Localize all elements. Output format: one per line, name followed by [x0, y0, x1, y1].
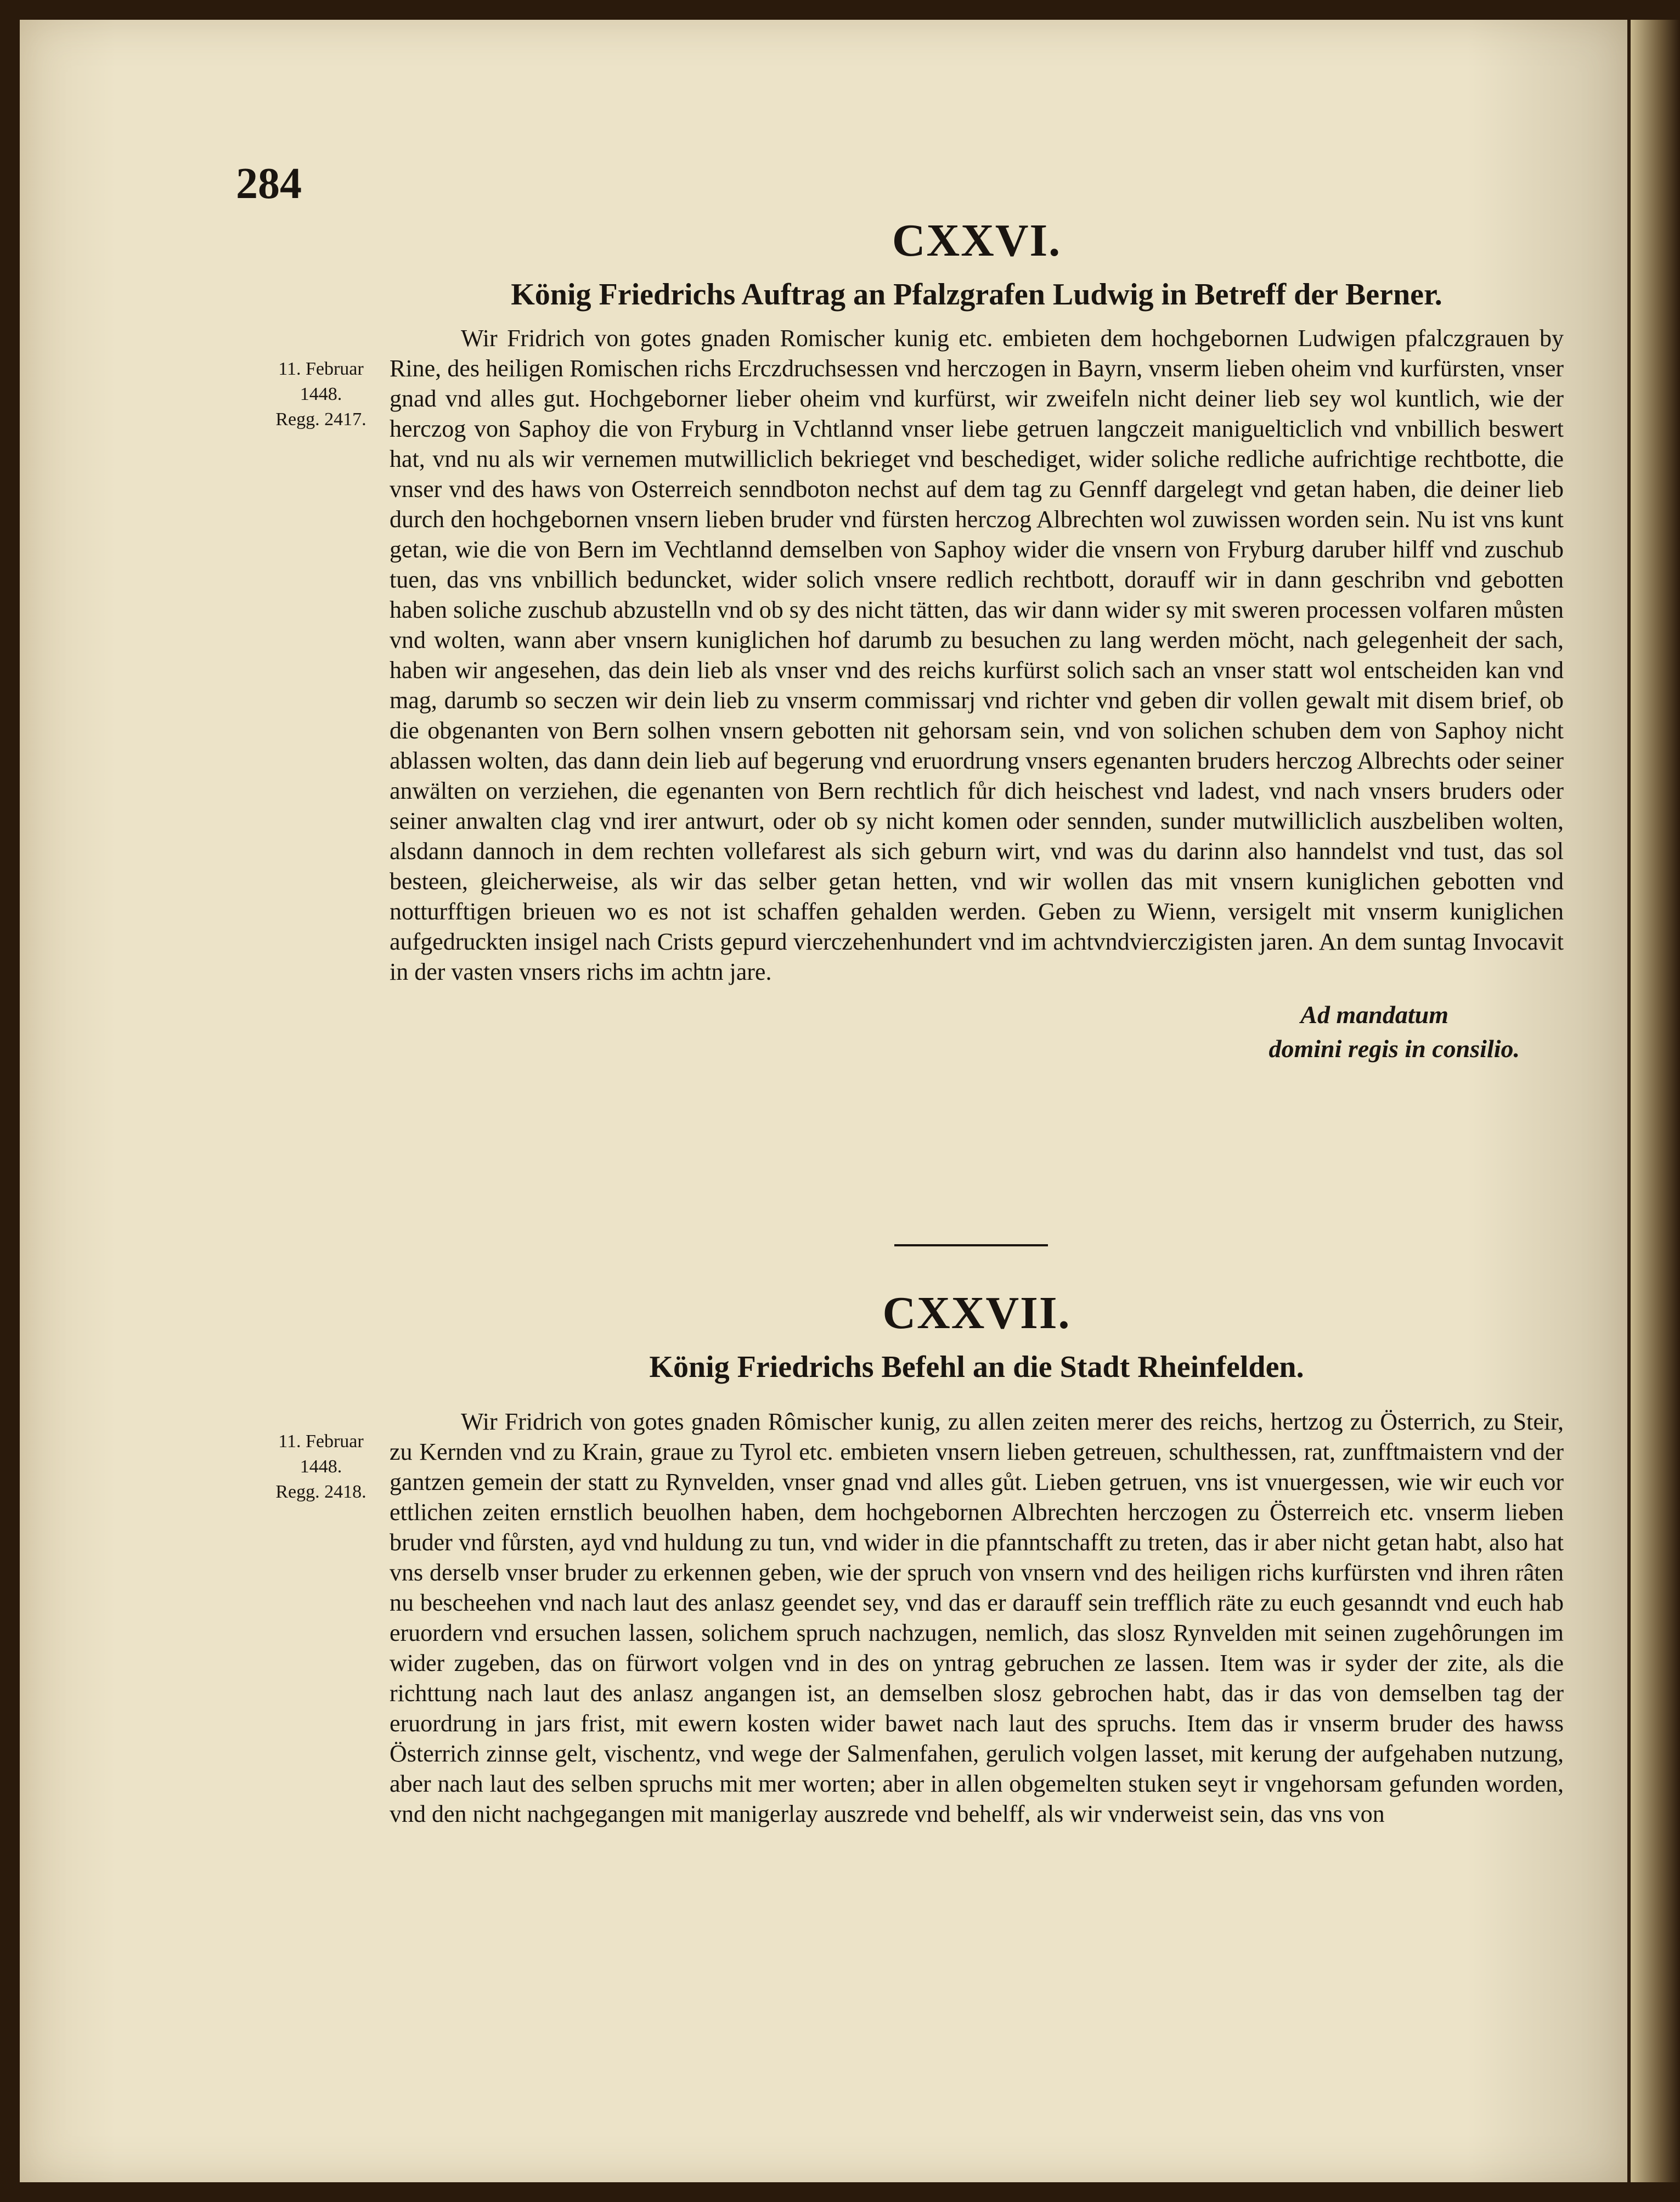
margin-date: 11. Februar — [278, 1431, 364, 1452]
page-number: 284 — [236, 160, 302, 208]
book-spine — [1631, 20, 1680, 2182]
margin-regg: Regg. 2418. — [275, 1482, 367, 1502]
document-title: König Friedrichs Auftrag an Pfalzgrafen Ludwig in Betreff der Berner. — [511, 278, 1442, 312]
margin-year: 1448. — [300, 1456, 342, 1477]
margin-note-cxxvii — [258, 1429, 384, 1505]
document-title: König Friedrichs Befehl an die Stadt Rheinfelden. — [649, 1350, 1304, 1384]
section-divider — [894, 1244, 1048, 1246]
document-cxxvi — [390, 214, 1564, 1066]
document-cxxvii — [390, 1286, 1564, 1829]
margin-date: 11. Februar — [278, 359, 364, 379]
document-text: Wir Fridrich von gotes gnaden Romischer kunig etc. embieten dem hochgebornen Ludwigen pfalczgrauen by Rine, des heiligen Romischen richs Erczdruchsessen vnd herczogen in Bayrn, vnserm lieben oheim vnd kurfürsten, vnser gnad vnd alles gut. Hochgeborner lieber oheim vnd kurfürst, wir zweifeln nicht deiner lieb sey wol kuntlich, wie der herczog von Saphoy die von Fryburg in Vchtlannd vnser liebe getruen langczeit maniguelticlich vnd vnbillich beswert hat, vnd nu als wir vernemen mutwilliclich bekrieget vnd beschediget, wider soliche redliche aufrichtige rechtbotte, die vnser vnd des haws von Osterreich senndboton nechst auf dem tag zu Gennff dargelegt vnd getan haben, die deiner lieb durch den hochgebornen vnsern lieben bruder vnd fürsten herczog Albrechten wol zuwissen worden sein. Nu ist vns kunt getan, wie die von Bern im Vechtlannd demselben von Saphoy wider die vnsern von Fryburg daruber hilff vnd zuschub tuen, das vns vnbillich beduncket, wider solich vnsere redlich rechtbott, dorauff wir in dann geschribn vnd gebotten haben soliche zuschub abzustelln vnd ob sy des nicht tätten, das wir dann wider sy mit sweren processen volfaren můsten vnd wolten, wann aber vnsern kuniglichen hof darumb zu besuchen zu lang werden möcht, nach gelegenheit der sach, haben wir angesehen, das dein lieb als vnser vnd des reichs kurfürst solich sach an vnser statt wol entscheiden kan vnd mag, darumb so seczen wir dein lieb zu vnserm commissarj vnd richter vnd geben dir vollen gewalt mit disem brief, ob die obgenanten von Bern solhen vnsern gebotten nit gehorsam sein, vnd von solichen schuben dem von Saphoy nicht ablassen wolten, das dann dein lieb auf begerung vnd eruordrung vnsers egenanten bruders herczog Albrechts oder seiner anwälten on verziehen, die egenanten von Bern rechtlich fůr dich heischest vnd ladest, vnd nach vnsers bruders oder seiner anwalten clag vnd irer antwurt, oder ob sy nicht komen oder sennden, sunder mutwilliclich auszbeliben wolten, alsdann dannoch in dem rechten vollefarest als sich geburn wirt, vnd was du darinn also hanndelst vnd tust, das sol besteen, gleicherweise, als wir das selber getan hetten, vnd wir wollen das mit vnsern kuniglichen gebotten vnd notturfftigen brieuen wo es not ist schaffen gehalden werden. Geben zu Wienn, versigelt mit vnserm kuniglichen aufgedruckten insigel nach Crists gepurd vierczehenhundert vnd im achtvndvierczigisten jaren. An dem suntag Invocavit in der vasten vnsers richs im achtn jare. — [390, 325, 1564, 985]
signature — [390, 998, 1520, 1066]
document-text: Wir Fridrich von gotes gnaden Rômischer kunig, zu allen zeiten merer des reichs, hertzog zu Österrich, zu Steir, zu Kernden vnd zu Krain, graue zu Tyrol etc. embieten vnsern lieben getreuen, schulthessen, rat, zunfftmaistern vnd der gantzen gemein der statt zu Rynvelden, vnser gnad vnd alles gůt. Lieben getruen, vns ist vnuergessen, wie wir euch vor ettlichen zeiten ernstlich beuolhen haben, dem hochgebornen Albrechten herczogen zu Österreich etc. vnserm lieben bruder vnd fůrsten, ayd vnd huldung zu tun, vnd wider in die pfanntschafft zu treten, das ir aber nicht getan habt, also hat vns derselb vnser bruder zu erkennen geben, wie der spruch von vnsern vnd des heiligen richs kurfürsten vnd ihren râten nu bescheehen vnd nach laut des anlasz geendet sey, vnd das er darauff sein trefflich räte zu euch gesanndt vnd euch hab eruordern vnd ersuchen lassen, solichem spruch nachzugen, nemlich, das slosz Rynvelden mit seinen zugehôrungen im wider zugeben, das on fürwort volgen vnd in des on yntrag gebruchen ze lassen. Item was ir syder der zite, als die richttung nach laut des anlasz angangen ist, an demselben slosz gebrochen habt, das ir das von demselben tag der eruordrung in jars frist, mit ewern kosten wider bawet nach laut des spruchs. Item das ir vnserm bruder des hawss Österrich zinnse gelt, vischentz, vnd wege der Salmenfahen, gerulich volgen lasset, mit kerung der aufgehaben nutzung, aber nach laut des selben spruchs mit mer worten; aber in allen obgemelten stuken seyt ir vngehorsam gefunden worden, vnd den nicht nachgegangen mit manigerlay auszrede vnd behelff, als wir vnderweist sein, das vns von — [390, 1408, 1564, 1827]
margin-regg: Regg. 2417. — [275, 409, 367, 430]
margin-note-cxxvi — [258, 357, 384, 432]
margin-year: 1448. — [300, 384, 342, 404]
document-number: CXXVI. — [892, 215, 1062, 266]
signature-line-1: Ad mandatum — [1300, 1001, 1448, 1029]
signature-line-2: domini regis in consilio. — [1269, 1035, 1520, 1063]
document-number: CXXVII. — [882, 1288, 1071, 1339]
